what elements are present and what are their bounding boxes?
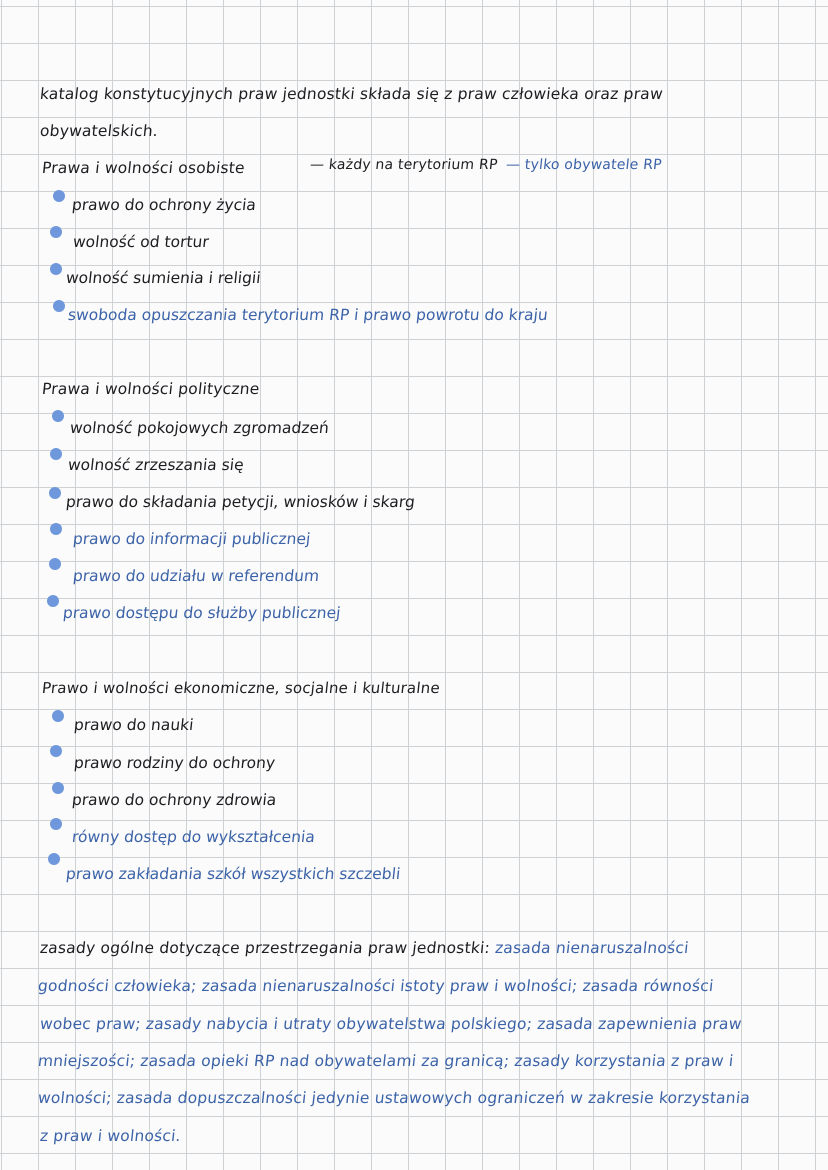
intro-line-1: katalog konstytucyjnych praw jednostki składa się z praw człowieka oraz praw [39,85,664,103]
closing-line-6: z praw i wolności. [39,1127,182,1145]
bullet-icon [50,226,62,238]
list-item: prawo do ochrony zdrowia [71,791,278,809]
list-item: swoboda opuszczania terytorium RP i prawo powrotu do kraju [67,306,549,324]
list-item: prawo do ochrony życia [71,196,257,214]
intro-line-2: obywatelskich. [39,122,159,140]
section1-note-citizens: — tylko obywatele RP [505,157,663,173]
bullet-icon [53,300,65,312]
closing-line-5: wolności; zasada dopuszczalności jedynie ustawowych ograniczeń w zakresie korzystania [37,1089,752,1107]
bullet-icon [50,523,62,535]
list-item: wolność sumienia i religii [65,269,262,287]
bullet-icon [50,263,62,275]
section1-heading: Prawa i wolności osobiste [41,159,246,177]
closing-line-3: wobec praw; zasady nabycia i utraty obywatelstwa polskiego; zasada zapewnienia praw [39,1015,743,1033]
closing-line-1 [39,939,690,957]
bullet-icon [50,818,62,830]
bullet-icon [53,190,65,202]
list-item: prawo do informacji publicznej [72,530,312,548]
list-item: prawo rodziny do ochrony [73,754,277,772]
bullet-icon [47,595,59,607]
list-item: prawo zakładania szkół wszystkich szczebli [65,865,402,883]
bullet-icon [52,710,64,722]
section2-heading: Prawa i wolności polityczne [41,380,261,398]
bullet-icon [49,558,61,570]
closing-line-4: mniejszości; zasada opieki RP nad obywatelami za granicą; zasady korzystania z praw i [37,1052,735,1070]
list-item: prawo do składania petycji, wniosków i skarg [65,493,416,511]
closing-line-2: godności człowieka; zasada nienaruszalności istoty praw i wolności; zasada równości [37,977,715,995]
list-item: prawo do nauki [73,716,195,734]
section1-note-all: — każdy na terytorium RP [309,157,499,173]
list-item: prawo dostępu do służby publicznej [62,604,342,622]
bullet-icon [52,782,64,794]
closing-lead: zasady ogólne dotyczące przestrzegania praw jednostki: [39,939,491,957]
bullet-icon [52,410,64,422]
bullet-icon [50,745,62,757]
list-item: prawo do udziału w referendum [72,567,321,585]
bullet-icon [48,853,60,865]
bullet-icon [49,487,61,499]
closing-rule-1: zasada nienaruszalności [489,939,690,957]
section3-heading: Prawo i wolności ekonomiczne, socjalne i kulturalne [41,679,441,697]
list-item: wolność od tortur [72,233,210,251]
list-item: równy dostęp do wykształcenia [71,828,316,846]
list-item: wolność pokojowych zgromadzeń [69,419,330,437]
bullet-icon [50,448,62,460]
list-item: wolność zrzeszania się [67,456,245,474]
